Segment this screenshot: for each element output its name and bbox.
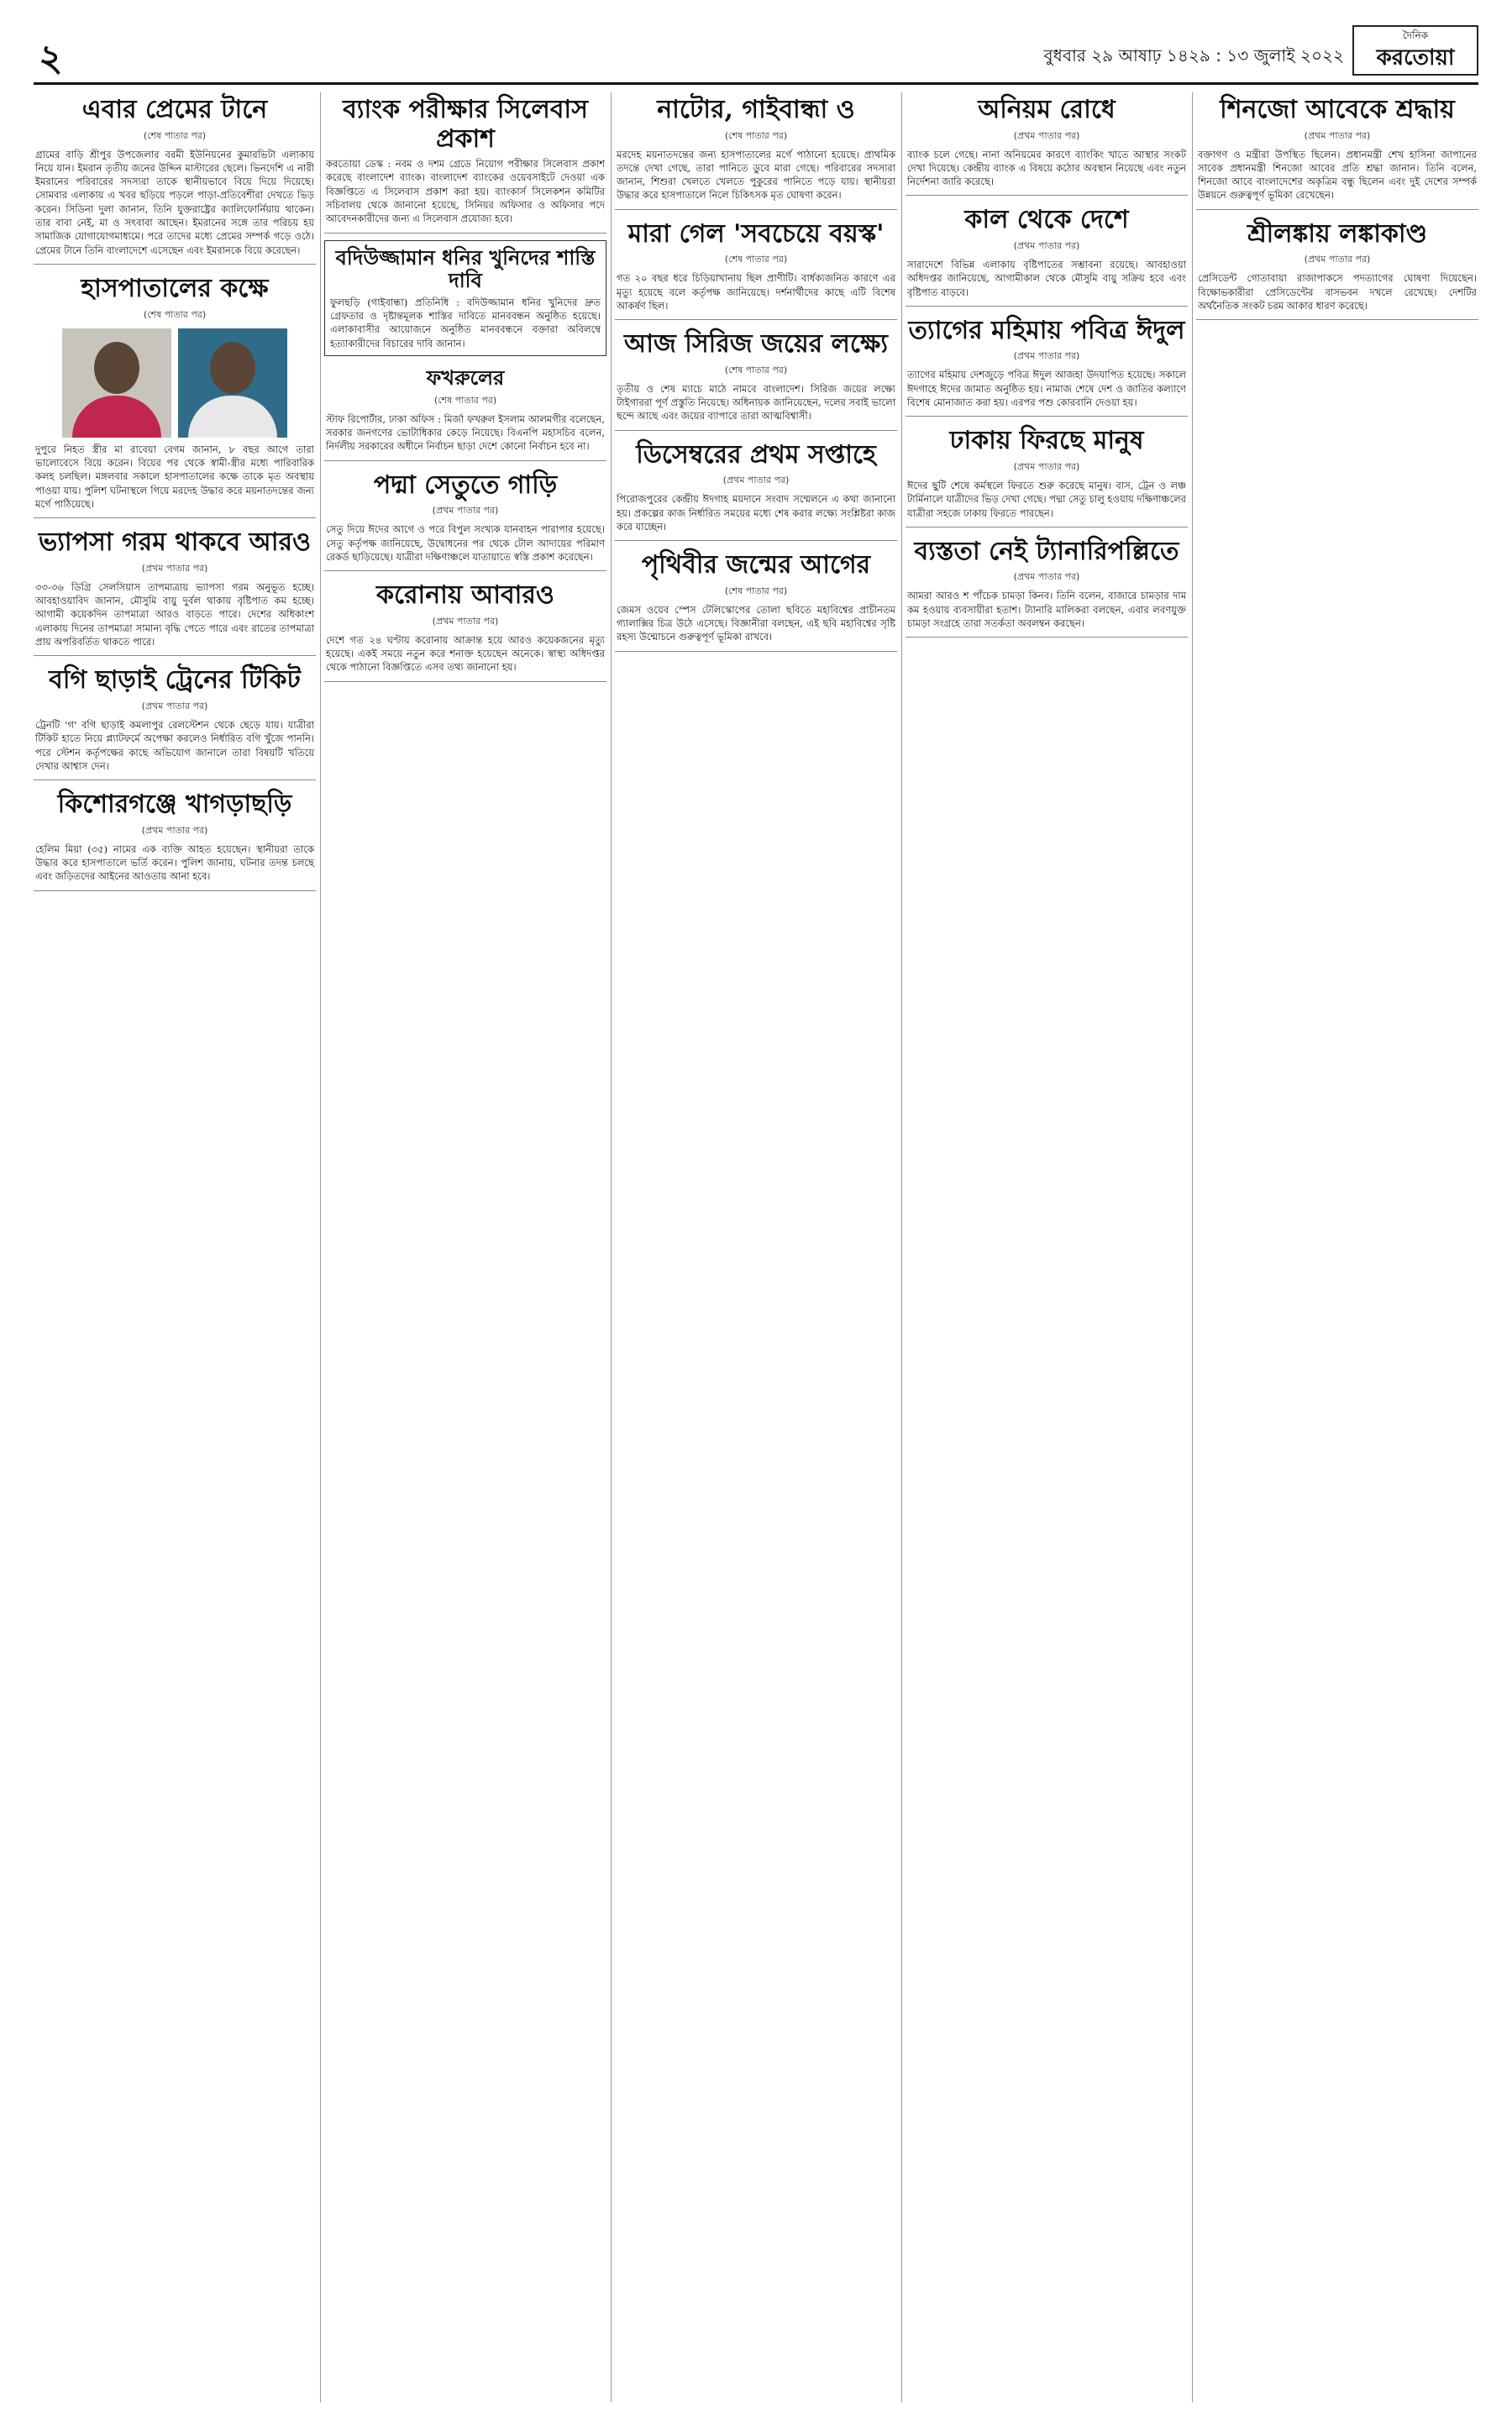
article-body: স্টাফ রিপোর্টার, ঢাকা অফিস : মির্জা ফখরুল ইসলাম আলমগীর বলেছেন, সরকার জনগণের ভোটাধিকার কেড়ে নিয়েছে। বিএনপি মহাসচিব বলেন, নির্দলীয় সরকারের অধীনে নির্বাচন ছাড়া দেশে কোনো নির্বাচন হবে না।	[326, 412, 605, 453]
article-body: পিরোজপুরের কেন্দ্রীয় ঈদগাহ ময়দানে সংবাদ সম্মেলনে এ কথা জানানো হয়। প্রকল্পের কাজ নির্ধারিত সময়ের মধ্যে শেষ করার লক্ষ্যে সংশ্লিষ্টরা কাজ করে যাচ্ছেন।	[617, 493, 895, 533]
headline: এবার প্রেমের টানে	[81, 95, 268, 124]
article-body: সেতু দিয়ে ঈদের আগে ও পরে বিপুল সংখ্যক যানবাহন পারাপার হয়েছে। সেতু কর্তৃপক্ষ জানিয়েছে, উদ্বোধনের পর থেকে টোল আদায়ের পরিমাণ রেকর্ড ছাড়িয়েছে। যাত্রীরা দক্ষিণাঞ্চলে যাতায়াতে স্বস্তি প্রকাশ করেছেন।	[326, 523, 605, 563]
article-padma-bridge	[324, 468, 606, 571]
photo-row	[35, 328, 314, 438]
column-separator	[320, 92, 321, 2402]
article-body: তৃতীয় ও শেষ ম্যাচে মাঠে নামবে বাংলাদেশ। সিরিজ জয়ের লক্ষ্যে টাইগাররা পূর্ণ প্রস্তুতি নিয়েছে। অধিনায়ক জানিয়েছেন, দলের সবাই ভালো ছন্দে আছে এবং জয়ের ব্যাপারে তারা আত্মবিশ্বাসী।	[617, 382, 895, 422]
masthead	[34, 25, 1478, 84]
headline: ত্যাগের মহিমায় পবিত্র ঈদুল	[908, 315, 1185, 345]
article-body: ঈদের ছুটি শেষে কর্মস্থলে ফিরতে শুরু করেছে মানুষ। বাস, ট্রেন ও লঞ্চ টার্মিনালে যাত্রীদের ভিড় দেখা গেছে। পদ্মা সেতু চালু হওয়ায় দক্ষিণাঞ্চলের যাত্রীরা সহজে ঢাকায় ফিরতে পারছেন।	[907, 479, 1186, 519]
article-fakhrul	[324, 363, 606, 461]
headline: শ্রীলঙ্কায় লঙ্কাকাণ্ড	[1247, 218, 1428, 249]
jump-line: (শেষ পাতার পর)	[143, 308, 207, 320]
article-sri-lanka	[1196, 217, 1478, 320]
article-body: ফুলছড়ি (গাইবান্ধা) প্রতিনিধি : বদিউজ্জামান ধনির খুনিদের দ্রুত গ্রেফতার ও দৃষ্টান্তমূলক শাস্তির দাবিতে মানববন্ধন অনুষ্ঠিত হয়েছে। এলাকাবাসীর আয়োজনে অনুষ্ঠিত মানববন্ধনে বক্তারা অবিলম্বে হত্যাকারীদের বিচারের দাবি জানান।	[330, 296, 601, 349]
page-number: ২	[39, 37, 63, 80]
article-body: হেলিম মিয়া (৩৫) নামের এক ব্যক্তি আহত হয়েছেন। স্থানীয়রা তাকে উদ্ধার করে হাসপাতালে ভর্তি করেন। পুলিশ জানায়, ঘটনার তদন্ত চলছে এবং জড়িতদের আইনের আওতায় আনা হবে।	[35, 842, 314, 883]
article-body: গত ২০ বছর ধরে চিড়িয়াখানায় ছিল প্রাণীটি। বার্ধক্যজনিত কারণে এর মৃত্যু হয়েছে বলে কর্তৃপক্ষ জানিয়েছে। দর্শনার্থীদের কাছে এটি বিশেষ আকর্ষণ ছিল।	[617, 272, 895, 312]
headline: হাসপাতালের কক্ষে	[81, 274, 269, 304]
article-body: ট্রেনটি 'গ' বগি ছাড়াই কমলাপুর রেলস্টেশন থেকে ছেড়ে যায়। যাত্রীরা টিকিট হাতে নিয়ে প্ল্যাটফর্মে অপেক্ষা করলেও নির্ধারিত বগি খুঁজে পাননি। পরে স্টেশন কর্তৃপক্ষের কাছে অভিযোগ জানালে তারা বিষয়টি খতিয়ে দেখার আশ্বাস দেন।	[35, 718, 314, 772]
headline: ভ্যাপসা গরম থাকবে আরও	[38, 527, 312, 558]
article-universe	[615, 548, 897, 651]
headline: পৃথিবীর জন্মের আগের	[641, 550, 871, 580]
article-december	[615, 438, 897, 541]
jump-line: (শেষ পাতার পর)	[724, 364, 788, 375]
jump-line: (শেষ পাতার পর)	[724, 129, 788, 141]
jump-line: (শেষ পাতার পর)	[143, 129, 207, 141]
article-eid	[906, 313, 1188, 417]
article-body: ব্যাংক চলে গেছে। নানা অনিয়মের কারণে ব্যাংকিং খাতে আস্থার সংকট দেখা দিয়েছে। কেন্দ্রীয় ব্যাংক এ বিষয়ে কঠোর অবস্থান নিয়েছে এবং নতুন নির্দেশনা জারি করেছে।	[907, 148, 1186, 188]
headline: ব্যাংক পরীক্ষার সিলেবাস প্রকাশ	[343, 95, 588, 154]
jump-line: (শেষ পাতার পর)	[724, 585, 788, 596]
article-train-ticket	[34, 663, 316, 780]
date-line: বুধবার ২৯ আষাঢ় ১৪২৯ : ১৩ জুলাই ২০২২	[1043, 45, 1344, 66]
headline: অনিয়ম রোধে	[978, 95, 1116, 124]
jump-line: (প্রথম পাতার পর)	[722, 475, 790, 486]
column-separator	[1192, 92, 1193, 2402]
portrait-photo	[62, 328, 171, 438]
column-4	[906, 92, 1188, 2402]
jump-line: (প্রথম পাতার পর)	[432, 505, 499, 517]
jump-line: (প্রথম পাতার পর)	[1013, 350, 1080, 362]
jump-line: (প্রথম পাতার পর)	[1013, 129, 1080, 141]
headline: ডিসেম্বরের প্রথম সপ্তাহে	[636, 439, 876, 470]
headline: ব্যস্ততা নেই ট্যানারিপল্লিতে	[914, 536, 1179, 566]
article-badiuzzaman	[324, 240, 606, 357]
jump-line: (প্রথম পাতার পর)	[1304, 254, 1371, 265]
headline: নাটোর, গাইবান্ধা ও	[657, 95, 855, 124]
headline: পদ্মা সেতুতে গাড়ি	[373, 470, 558, 500]
article-hospital-room	[34, 271, 316, 518]
headline: বদিউজ্জামান ধনির খুনিদের শাস্তি দাবি	[335, 244, 596, 293]
article-rain	[906, 202, 1188, 306]
headline: করোনায় আবারও	[376, 580, 554, 611]
jump-line: (প্রথম পাতার পর)	[141, 700, 208, 711]
headline: ঢাকায় ফিরছে মানুষ	[949, 426, 1144, 456]
headline: মারা গেল 'সবচেয়ে বয়স্ক'	[627, 218, 885, 249]
article-return-dhaka	[906, 423, 1188, 527]
article-shinzo-abe	[1196, 92, 1478, 210]
column-separator	[611, 92, 612, 2402]
article-irregularity	[906, 92, 1188, 196]
article-ebar-premer-tane	[34, 92, 316, 265]
article-oldest-animal	[615, 217, 897, 320]
article-natore	[615, 92, 897, 210]
jump-line: (শেষ পাতার পর)	[433, 394, 497, 406]
headline: আজ সিরিজ জয়ের লক্ষ্যে	[624, 329, 888, 360]
headline: কাল থেকে দেশে	[964, 205, 1129, 235]
jump-line: (শেষ পাতার পর)	[724, 254, 788, 265]
article-body: বক্তাগণ ও মন্ত্রীরা উপস্থিত ছিলেন। প্রধানমন্ত্রী শেখ হাসিনা জাপানের সাবেক প্রধানমন্ত্রী শিনজো আবের প্রতি শ্রদ্ধা জানান। তিনি বলেন, শিনজো আবে বাংলাদেশের অকৃত্রিম বন্ধু ছিলেন এবং দুই দেশের সম্পর্ক উন্নয়নে গুরুত্বপূর্ণ ভূমিকা রেখেছেন।	[1198, 148, 1477, 202]
jump-line: (প্রথম পাতার পর)	[141, 824, 208, 836]
jump-line: (প্রথম পাতার পর)	[1013, 460, 1080, 472]
article-body: সারাদেশে বিভিন্ন এলাকায় বৃষ্টিপাতের সম্ভাবনা রয়েছে। আবহাওয়া অধিদপ্তর জানিয়েছে, আগামীকাল থেকে মৌসুমি বায়ু সক্রিয় হবে এবং বৃষ্টিপাত বাড়বে।	[907, 258, 1186, 298]
headline: বগি ছাড়াই ট্রেনের টিকিট	[49, 665, 301, 695]
article-body: গ্রামের বাড়ি শ্রীপুর উপজেলার বরমী ইউনিয়নের কুমারভিটা এলাকায় নিয়ে যান। ইমরান তৃতীয় জনের উদ্দিন মাস্টারের ছেলে। ভিনদেশি এ নারী ইমরানের পরিবারের সদস্যরা তাকে স্থানীয়ভাবে বিয়ে দিয়ে দিয়েছে। সোমবার এলাকায় এ খবর ছড়িয়ে পড়লে পাড়া-প্রতিবেশীরা দেখতে ভিড় করেন। সিডিনা দুলা জানান, তিনি যুক্তরাষ্ট্রের ক্যালিফোর্নিয়ায় থাকেন। তার বাবা নেই, মা ও সৎবাবা আছেন। ইমরানের সঙ্গে তার পরিচয় হয় সামাজিক যোগাযোগমাধ্যমে। পরে তাদের মধ্যে প্রেমের সম্পর্ক গড়ে ওঠে। প্রেমের টানে তিনি বাংলাদেশে এসেছেন এবং ইমরানকে বিয়ে করেছেন।	[35, 148, 314, 256]
article-body: ৩৩-৩৬ ডিগ্রি সেলসিয়াস তাপমাত্রায় ভ্যাপসা গরম অনুভূত হচ্ছে। আবহাওয়াবিদ জানান, মৌসুমি বায়ু দুর্বল থাকায় বৃষ্টিপাত কম হচ্ছে। আগামী কয়েকদিন তাপমাত্রা আরও বাড়তে পারে। দেশের অধিকাংশ এলাকায় দিনের তাপমাত্রা সামান্য বৃদ্ধি পেতে পারে এবং রাতের তাপমাত্রা প্রায় অপরিবর্তিত থাকতে পারে।	[35, 580, 314, 648]
article-heat	[34, 525, 316, 656]
newspaper-page	[34, 25, 1478, 2411]
article-body: প্রেসিডেন্ট গোতাবায়া রাজাপাকসে পদত্যাগের ঘোষণা দিয়েছেন। বিক্ষোভকারীরা প্রেসিডেন্টের বাসভবন দখলে রেখেছে। দেশটির অর্থনৈতিক সংকট চরম আকার ধারণ করেছে।	[1198, 272, 1477, 312]
article-body: আমরা আরও শ পাঁচেক চামড়া কিনব। তিনি বলেন, বাজারে চামড়ার দাম কম হওয়ায় ব্যবসায়ীরা হতাশ। ট্যানারি মালিকরা বলছেন, এবার লবণযুক্ত চামড়া সংগ্রহে তারা সতর্কতা অবলম্বন করছেন।	[907, 590, 1186, 630]
article-tannery	[906, 534, 1188, 638]
paper-logo	[1352, 25, 1478, 76]
article-bank-exam	[324, 92, 606, 234]
article-body: দেশে গত ২৪ ঘণ্টায় করোনায় আক্রান্ত হয়ে আরও কয়েকজনের মৃত্যু হয়েছে। একই সময়ে নতুন করে শনাক্ত হয়েছেন অনেকে। স্বাস্থ্য অধিদপ্তর থেকে পাঠানো বিজ্ঞপ্তিতে এসব তথ্য জানানো হয়।	[326, 633, 605, 674]
jump-line: (প্রথম পাতার পর)	[141, 562, 208, 574]
logo-big-text: করতোয়া	[1376, 45, 1455, 71]
article-body: করতোয়া ডেস্ক : নবম ও দশম গ্রেডে নিয়োগ পরীক্ষার সিলেবাস প্রকাশ করেছে বাংলাদেশ ব্যাংক। বাংলাদেশ ব্যাংকের ওয়েবসাইটে দেওয়া এক বিজ্ঞপ্তিতে এ সিলেবাস প্রকাশ করা হয়। ব্যাংকার্স সিলেকশন কমিটির সচিবালয় থেকে জানানো হয়েছে, সিনিয়র অফিসার ও অফিসার পদে আবেদনকারীদের জন্য এ সিলেবাস প্রযোজ্য হবে।	[326, 158, 605, 225]
article-body: মরদেহ ময়নাতদন্তের জন্য হাসপাতালের মর্গে পাঠানো হয়েছে। প্রাথমিক তদন্তে দেখা গেছে, তারা পানিতে ডুবে মারা গেছে। পরিবারের সদস্যরা জানান, শিশুরা খেলতে খেলতে পুকুরের পানিতে পড়ে যায়। স্থানীয়রা উদ্ধার করে হাসপাতালে নিলে চিকিৎসক মৃত ঘোষণা করেন।	[617, 148, 895, 202]
portrait-photo	[178, 328, 287, 438]
headline: কিশোরগঞ্জে খাগড়াছড়ি	[57, 790, 292, 820]
article-body: দুপুরে নিহত স্ত্রীর মা রাবেয়া বেগম জানান, ৮ বছর আগে তারা ভালোবেসে বিয়ে করেন। বিয়ের পর থেকে স্বামী-স্ত্রীর মধ্যে পারিবারিক কলহ চলছিল। মঙ্গলবার সকালে হাসপাতালের কক্ষে তাকে মৃত অবস্থায় পাওয়া যায়। পুলিশ ঘটনাস্থলে গিয়ে মরদেহ উদ্ধার করে ময়নাতদন্তের জন্য মর্গে পাঠিয়েছে।	[35, 443, 314, 510]
article-corona	[324, 578, 606, 681]
column-2	[324, 92, 606, 2402]
jump-line: (প্রথম পাতার পর)	[432, 615, 499, 627]
jump-line: (প্রথম পাতার পর)	[1013, 571, 1080, 583]
logo-small-text: দৈনিক	[1402, 29, 1429, 41]
column-5	[1196, 92, 1478, 2402]
jump-line: (প্রথম পাতার পর)	[1304, 129, 1371, 141]
headline: ফখরুলের	[426, 365, 505, 391]
jump-line: (প্রথম পাতার পর)	[1013, 239, 1080, 251]
column-3	[615, 92, 897, 2402]
masthead-rule	[34, 82, 1478, 85]
article-body: জেমস ওয়েব স্পেস টেলিস্কোপের তোলা ছবিতে মহাবিশ্বের প্রাচীনতম গ্যালাক্সির চিত্র উঠে এসেছে। বিজ্ঞানীরা বলছেন, এই ছবি মহাবিশ্বের সৃষ্টি রহস্য উন্মোচনে গুরুত্বপূর্ণ ভূমিকা রাখবে।	[617, 603, 895, 643]
article-kishoreganj	[34, 787, 316, 890]
column-1	[34, 92, 316, 2402]
article-body: ত্যাগের মহিমায় দেশজুড়ে পবিত্র ঈদুল আজহা উদযাপিত হয়েছে। সকালে ঈদগাহে ঈদের জামাত অনুষ্ঠিত হয়। নামাজ শেষে দেশ ও জাতির কল্যাণে বিশেষ মোনাজাত করা হয়। এরপর পশু কোরবানি দেওয়া হয়।	[907, 369, 1186, 409]
article-series-win	[615, 327, 897, 430]
headline: শিনজো আবেকে শ্রদ্ধায়	[1220, 95, 1455, 124]
column-separator	[901, 92, 902, 2402]
